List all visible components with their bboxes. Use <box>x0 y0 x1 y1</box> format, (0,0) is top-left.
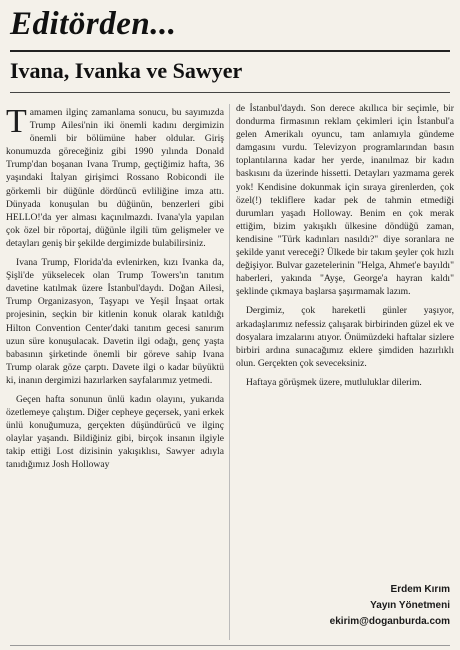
paragraph: de İstanbul'daydı. Son derece akıllıca bir seçimle, bir dondurma firmasının reklam çekimleri için İstanbul'a gelen Amerikalı oyuncu, tam anlamıyla gündeme damgasını vurdu. Televizyon programlarından basın toplantılarına kadar her yerde, inanılmaz bir kadın baskısını da üzerinde hissetti. Detayları yazmama gerek yok! Kendisine dokunmak için sıraya girenlerden, çok özel(!) tekliflere kadar pek de tahmin etmediği durumları yaşadı Holloway. Benim en çok merak ettiğim, bizim yakışıklı ülkesine döndüğü zaman, kendisine "Türk kadınları nasıldı?" diye soranlara ne şekilde yanıt vereceği? Ülkede bir takım şeyler çok hızlı değişiyor. Bulvar gazetelerinin "Helga, Ahmet'e bayıldı" haberleri, yakında "Ayşe, George'a hayran kaldı" şeklinde çıkmaya başlarsa şaşırmamak lazım. <box>236 103 454 298</box>
article-headline: Ivana, Ivanka ve Sawyer <box>10 58 243 83</box>
paragraph: Geçen hafta sonunun ünlü kadın olayını, yukarıda özetlemeye çalıştım. Diğer cepheye geçersek, yani erkek ünlü konuğumuza, gerçekten düşündürücü ve ilginç olaylar yaşandı. Bildiğiniz gibi, birçok insanın ilgiyle takip ettiği Lost dizisinin yakışıklısı, Sawyer adıyla tanıdığımız Josh Holloway <box>6 393 224 471</box>
author-role: Yayın Yönetmeni <box>370 600 450 611</box>
paragraph: Ivana Trump, Florida'da evlenirken, kızı Ivanka da, Şişli'de yükselecek olan Trump Towers'ın tanıtım davetine katılmak üzere İstanbul'daydı. Doğan Ailesi, Trump Organizasyon, Taşyapı ve Yeşil İnşaat ortak projesinin, seçkin bir kitlenin konuk olarak katıldığı Hilton Convention Center'daki tanıtım gecesi sanırım uzun süre konuşulacak. Davetin ilgi odağı, genç yaşta babasının şirketinde önemli bir göreve sahip Ivana Trump olarak göze çarptı. Davete ilgi o kadar büyüktü ki, inanın dergimizi hazırlarken sayfalarımız yetmedi. <box>6 257 224 386</box>
paragraph <box>6 103 224 250</box>
paragraph: Haftaya görüşmek üzere, mutluluklar dilerim. <box>246 376 422 388</box>
headline-rule <box>10 92 450 93</box>
right-column <box>236 102 454 389</box>
paragraph: Dergimiz, çok hareketli günler yaşıyor, arkadaşlarımız nefessiz çalışarak birbirinden güzel ek ve dosyalara imzalarını atıyor. Önümüzdeki haftalar sizlere birbiri ardına sunacağımız eklere şimdiden hazırlıklı olun. Gerçekten çok seveceksiniz. <box>236 305 454 369</box>
section-kicker: Editörden... <box>10 6 177 42</box>
bottom-rule <box>10 645 450 646</box>
column-divider <box>229 104 230 640</box>
left-column <box>6 103 224 472</box>
author-email[interactable]: ekirim@doganburda.com <box>329 616 450 627</box>
signature-block <box>330 582 450 630</box>
top-rule <box>10 50 450 52</box>
paragraph-text: amamen ilginç zamanlama sonucu, bu sayımızda Trump Ailesi'nin iki önemli kadını dergimizin önemli bir bölümüne haber oldular. Giriş konumuzda göreceğiniz gibi 1990 yılında Donald Trump'dan boşanan Ivana Trump, geçtiğimiz hafta, 36 yaşındaki İtalyan girişimci Rossano Robicondi ile görkemli bir düğünle dördüncü evliliğine imza attı. Dünyada konuşulan bu düğünün, benzerleri gibi HELLO!'da yer alması kaçınılmazdı. Ivana'yla yapılan çok özel bir röportaj, düğünle ilgili tüm gelişmeler ve detayları geniş bir şekilde dergimizde bulabilirsiniz. <box>6 107 224 249</box>
author-name: Erdem Kırım <box>390 584 450 595</box>
drop-cap: T <box>6 103 27 140</box>
